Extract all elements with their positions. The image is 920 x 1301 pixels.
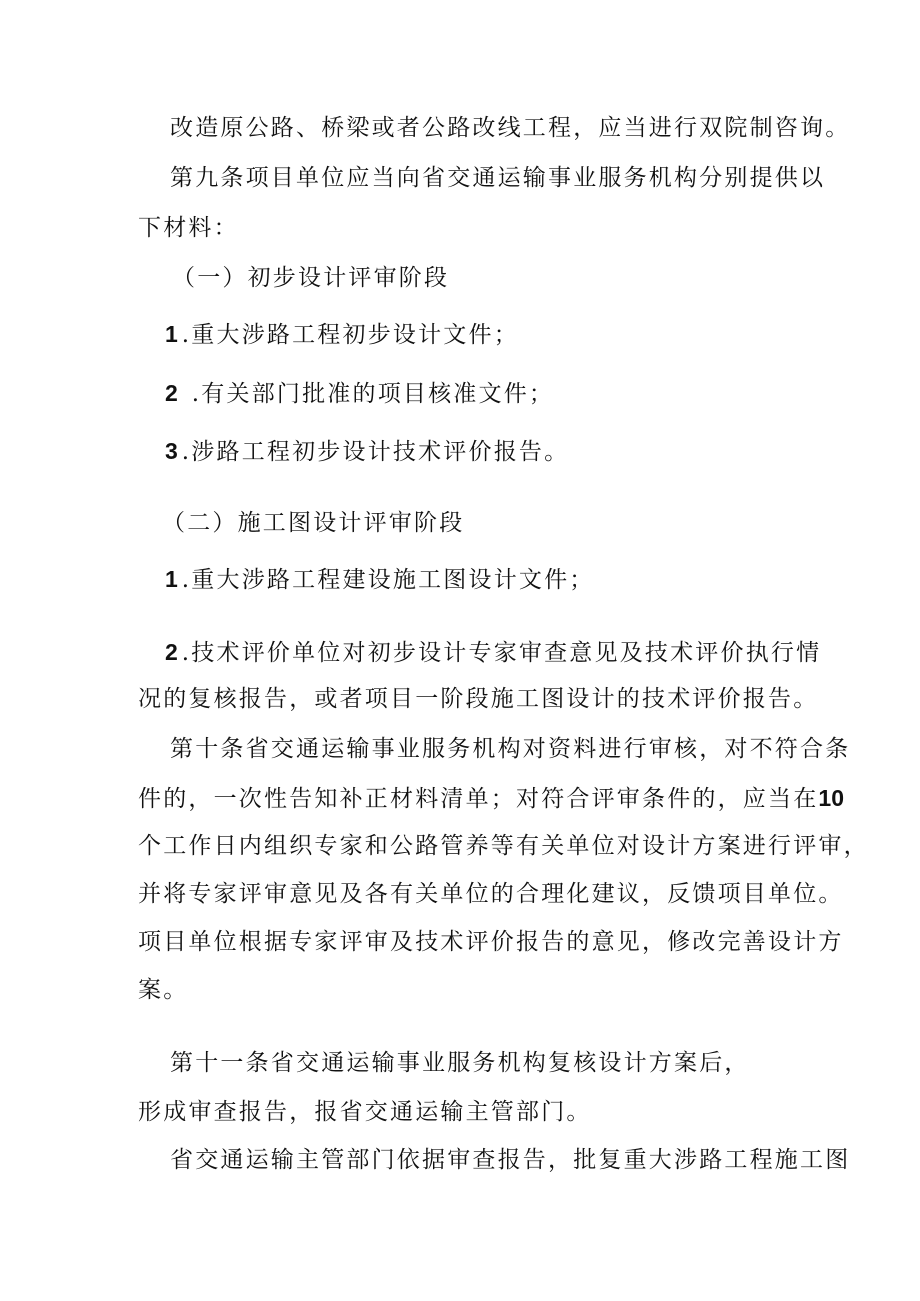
list-item-text: .重大涉路工程初步设计文件； [181,322,519,348]
list-item [165,435,569,468]
list-number: 1 [165,321,178,347]
section-heading-1: （一）初步设计评审阶段 [172,265,450,291]
list-item-text: .有关部门批准的项目核准文件； [191,381,555,407]
paragraph-line: 并将专家评审意见及各有关单位的合理化建议，反馈项目单位。 [138,881,844,907]
paragraph-line: 形成审查报告，报省交通运输主管部门。 [138,1099,592,1125]
list-item-text: .涉路工程初步设计技术评价报告。 [181,439,570,465]
paragraph-line: 改造原公路、桥梁或者公路改线工程，应当进行双院制咨询。 [170,115,851,141]
article-9-line: 第九条项目单位应当向省交通运输事业服务机构分别提供以 [170,165,826,191]
list-item [165,636,821,669]
list-number: 2 [165,639,178,665]
list-item-text: .技术评价单位对初步设计专家审查意见及技术评价执行情 [181,640,822,666]
article-11-line: 第十一条省交通运输事业服务机构复核设计方案后， [170,1050,750,1076]
list-item [165,318,519,351]
list-number: 2 [165,380,178,406]
list-item [165,377,554,410]
day-count: 10 [818,785,844,811]
line-text: 件的，一次性告知补正材料清单；对符合评审条件的，应当在 [138,786,819,812]
list-item [165,563,595,596]
paragraph-line: 案。 [138,977,189,1003]
list-number: 1 [165,566,178,592]
section-heading-2: （二）施工图设计评审阶段 [162,510,465,536]
paragraph-line: 下材料： [138,215,239,241]
list-item-text: .重大涉路工程建设施工图设计文件； [181,567,595,593]
paragraph-line: 个工作日内组织专家和公路管养等有关单位对设计方案进行评审， [138,833,869,859]
paragraph-line: 省交通运输主管部门依据审查报告，批复重大涉路工程施工图 [170,1147,851,1173]
paragraph-line: 况的复核报告，或者项目一阶段施工图设计的技术评价报告。 [138,686,819,712]
paragraph-line: 项目单位根据专家评审及技术评价报告的意见，修改完善设计方 [138,929,844,955]
article-10-line: 第十条省交通运输事业服务机构对资料进行审核，对不符合条 [170,736,851,762]
paragraph-line [138,782,844,815]
list-number: 3 [165,438,178,464]
